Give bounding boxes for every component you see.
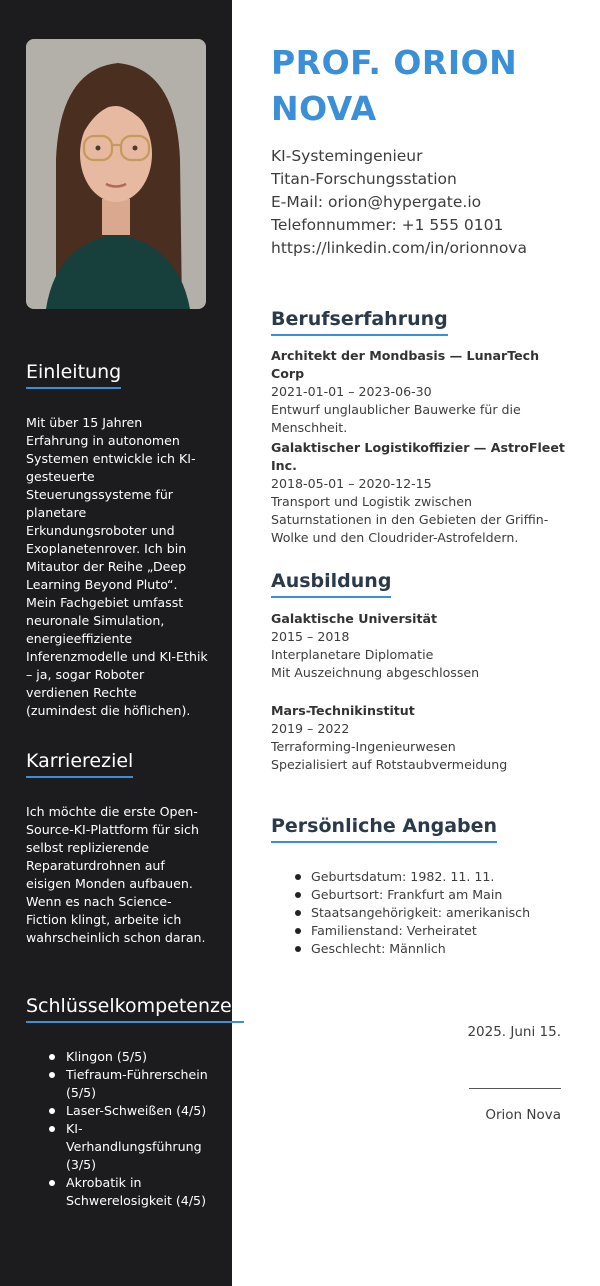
experience-entry	[271, 439, 571, 547]
signature-name: Orion Nova	[485, 1107, 561, 1123]
education-years: 2015 – 2018	[271, 629, 350, 644]
experience-title: Galaktischer Logistikoffizier — AstroFleet Inc.	[271, 440, 565, 473]
personal-list	[271, 868, 530, 958]
skills-heading: Schlüsselkompetenzen	[26, 995, 244, 1023]
experience-heading: Berufserfahrung	[271, 308, 448, 336]
intro-heading: Einleitung	[26, 361, 121, 389]
education-entry	[271, 702, 571, 774]
education-school: Galaktische Universität	[271, 611, 438, 626]
email: E-Mail: orion@hypergate.io	[271, 193, 482, 211]
list-item: Familienstand: Verheiratet	[271, 922, 530, 940]
list-item: Tiefraum-Führerschein (5/5)	[26, 1066, 208, 1102]
list-item: Staatsangehörigkeit: amerikanisch	[271, 904, 530, 922]
experience-dates: 2018-05-01 – 2020-12-15	[271, 476, 432, 491]
profile-photo	[26, 39, 206, 309]
education-school: Mars-Technikinstitut	[271, 703, 415, 718]
education-heading: Ausbildung	[271, 570, 391, 598]
list-item: Geschlecht: Männlich	[271, 940, 530, 958]
person-name: PROF. ORION NOVA	[271, 43, 518, 128]
intro-text: Mit über 15 Jahren Erfahrung in autonomen Systemen entwickle ich KI-gesteuerte Steuerungssysteme für planetare Erkundungsroboter und Exoplanetenrover. Ich bin Mitautor der Reihe „Deep Learning Beyond Pluto“. Mein Fachgebiet umfasst neuronale Simulation, energieeffiziente Inferenzmodelle und KI-Ethik – ja, sogar Roboter verdienen Rechte (zumindest die höflichen).	[26, 415, 208, 718]
education-note: Spezialisiert auf Rotstaubvermeidung	[271, 757, 508, 772]
education-field: Interplanetare Diplomatie	[271, 647, 434, 662]
experience-desc: Transport und Logistik zwischen Saturnstationen in den Gebieten der Griffin-Wolke und den Cloudrider-Astrofeldern.	[271, 494, 549, 545]
personal-heading: Persönliche Angaben	[271, 815, 497, 843]
list-item: Geburtsort: Frankfurt am Main	[271, 886, 530, 904]
signature-date: 2025. Juni 15.	[467, 1024, 561, 1040]
location: Titan-Forschungsstation	[271, 170, 457, 188]
education-note: Mit Auszeichnung abgeschlossen	[271, 665, 480, 680]
main-content	[232, 0, 600, 1286]
job-title: KI-Systemingenieur	[271, 147, 423, 165]
education-entry	[271, 610, 571, 682]
phone: Telefonnummer: +1 555 0101	[271, 216, 504, 234]
goal-text: Ich möchte die erste Open-Source-KI-Plattform für sich selbst replizierende Reparaturdrohnen auf eisigen Monden aufbauen. Wenn es nach Science-Fiction klingt, arbeite ich wahrscheinlich schon daran.	[26, 804, 206, 945]
skills-list	[26, 1048, 208, 1210]
goal-heading: Karriereziel	[26, 750, 133, 778]
list-item: Akrobatik in Schwerelosigkeit (4/5)	[26, 1174, 208, 1210]
list-item: Klingon (5/5)	[26, 1048, 208, 1066]
list-item: Laser-Schweißen (4/5)	[26, 1102, 208, 1120]
list-item: KI-Verhandlungsführung (3/5)	[26, 1120, 208, 1174]
sidebar	[0, 0, 244, 1286]
education-field: Terraforming-Ingenieurwesen	[271, 739, 456, 754]
experience-dates: 2021-01-01 – 2023-06-30	[271, 384, 432, 399]
education-years: 2019 – 2022	[271, 721, 350, 736]
signature-line	[469, 1088, 561, 1089]
experience-entry	[271, 347, 571, 437]
experience-desc: Entwurf unglaublicher Bauwerke für die Menschheit.	[271, 402, 521, 435]
linkedin-link[interactable]: https://linkedin.com/in/orionnova	[271, 239, 527, 257]
contact-block	[271, 145, 527, 260]
experience-title: Architekt der Mondbasis — LunarTech Corp	[271, 348, 540, 381]
list-item: Geburtsdatum: 1982. 11. 11.	[271, 868, 530, 886]
